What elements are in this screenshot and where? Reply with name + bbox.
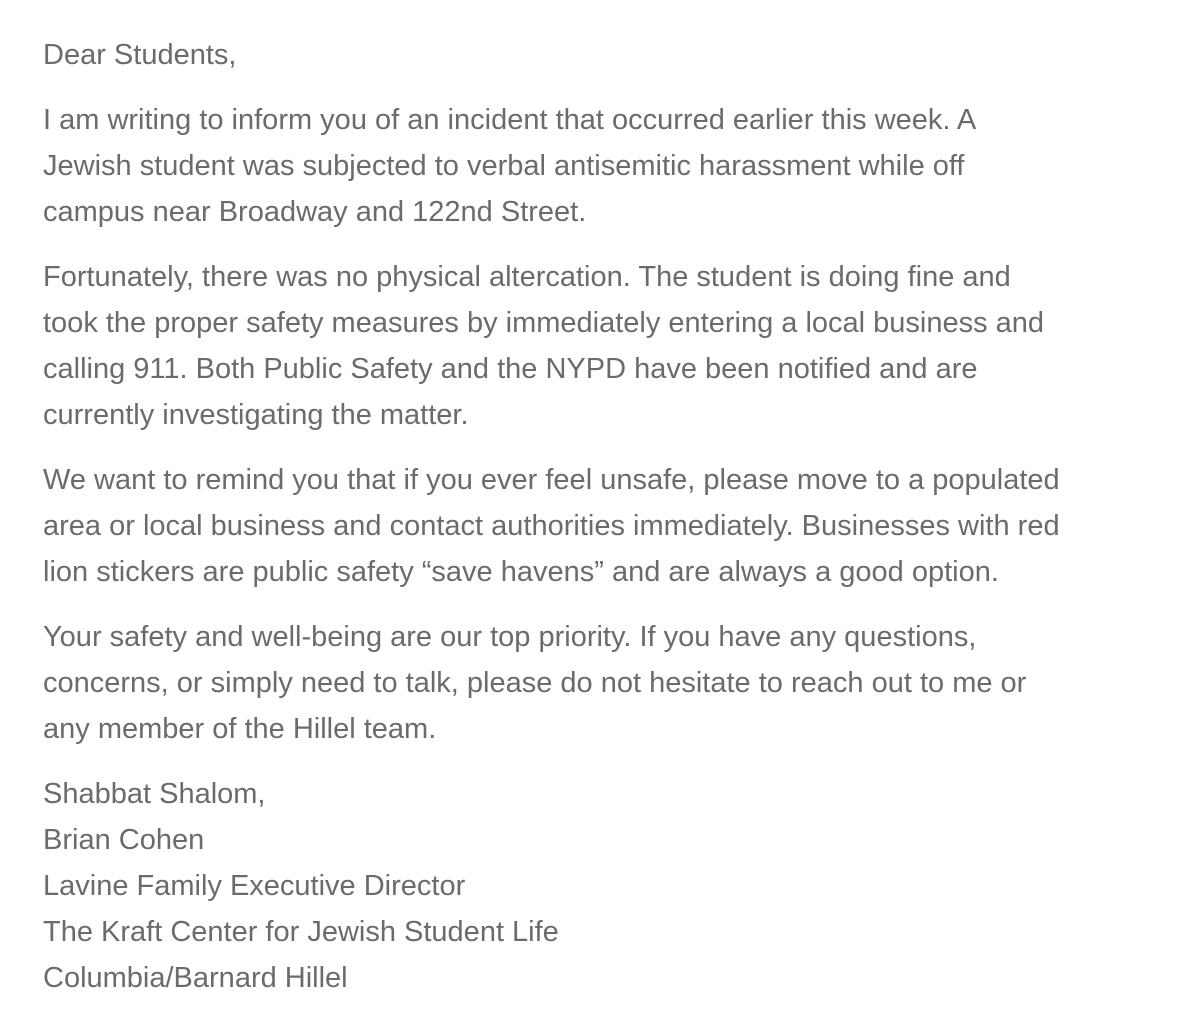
signature-block bbox=[43, 771, 1179, 1001]
paragraph-incident: I am writing to inform you of an incident that occurred earlier this week. A Jewish student was subjected to verbal antisemitic harassment while off campus near Broadway and 122nd Street. bbox=[43, 104, 977, 228]
paragraph-support: Your safety and well-being are our top priority. If you have any questions, concerns, or simply need to talk, please do not hesitate to reach out to me or any member of the Hillel team. bbox=[43, 621, 1027, 745]
salutation: Dear Students, bbox=[43, 39, 237, 71]
signature-name: Brian Cohen bbox=[43, 824, 205, 856]
signature-closing: Shabbat Shalom, bbox=[43, 778, 266, 810]
signature-organization: The Kraft Center for Jewish Student Life bbox=[43, 916, 559, 948]
paragraph-status: Fortunately, there was no physical altercation. The student is doing fine and took the proper safety measures by immediately entering a local business and calling 911. Both Public Safety and the NYPD have been notified and are currently investigating the matter. bbox=[43, 261, 1045, 431]
signature-affiliation: Columbia/Barnard Hillel bbox=[43, 962, 348, 994]
paragraph-safety-reminder: We want to remind you that if you ever feel unsafe, please move to a populated area or local business and contact authorities immediately. Businesses with red lion stickers are public safety “save havens” and are always a good option. bbox=[43, 464, 1060, 588]
signature-title: Lavine Family Executive Director bbox=[43, 870, 466, 902]
